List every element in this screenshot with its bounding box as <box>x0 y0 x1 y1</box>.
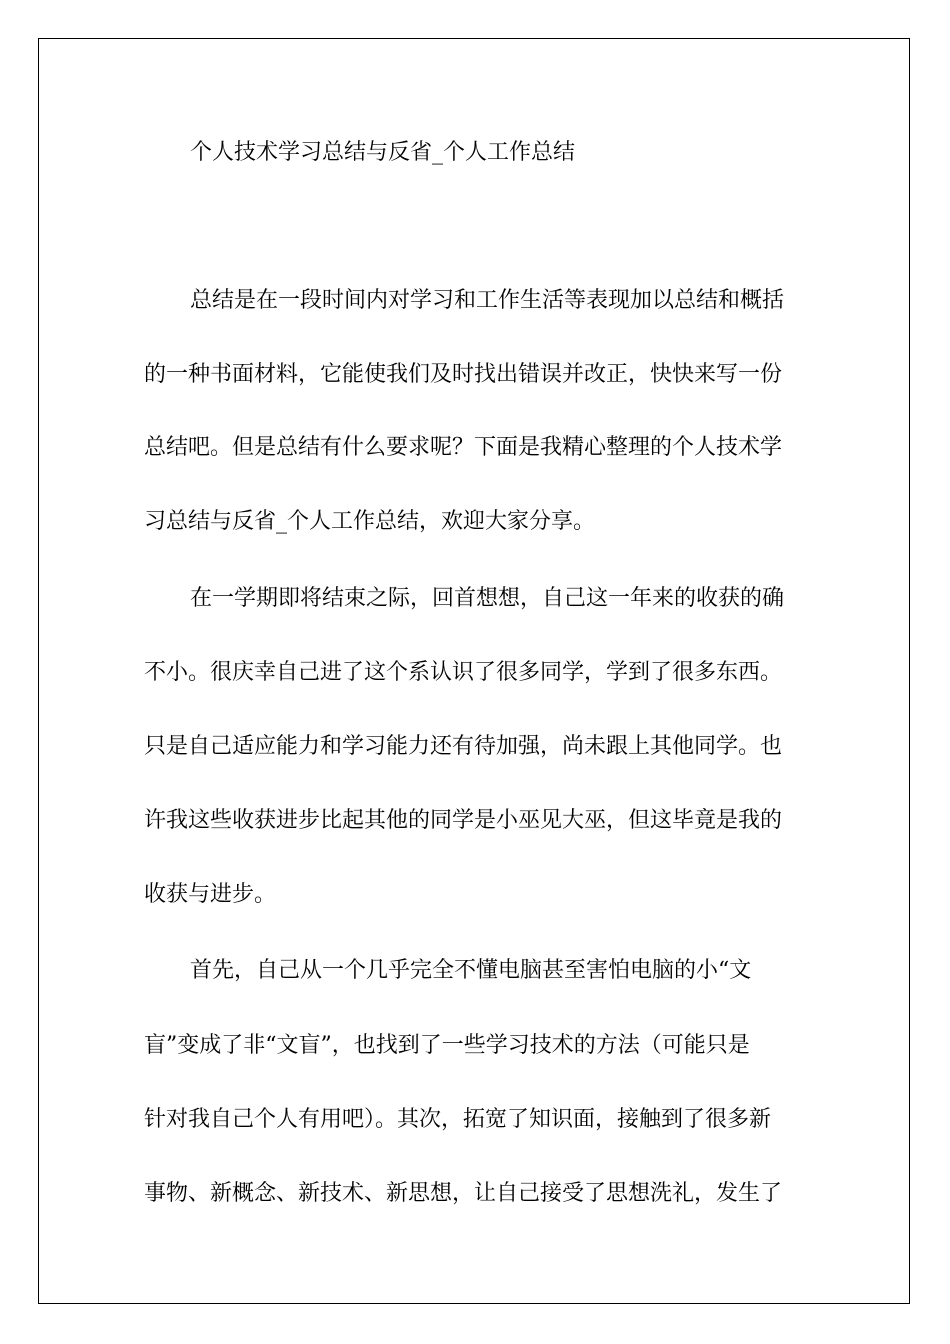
paragraph-3-line-2: 盲”变成了非“文盲”，也找到了一些学习技术的方法（可能只是 <box>144 1033 750 1058</box>
document-title: 个人技术学习总结与反省_个人工作总结 <box>190 140 576 165</box>
paragraph-2-line-2: 不小。很庆幸自己进了这个系认识了很多同学，学到了很多东西。 <box>144 660 783 685</box>
paragraph-2-line-5: 收获与进步。 <box>144 882 277 907</box>
paragraph-2-line-3: 只是自己适应能力和学习能力还有待加强，尚未跟上其他同学。也 <box>144 734 783 759</box>
paragraph-2-line-4: 许我这些收获进步比起其他的同学是小巫见大巫，但这毕竟是我的 <box>144 808 783 833</box>
paragraph-3-line-1: 首先，自己从一个几乎完全不懂电脑甚至害怕电脑的小“文 <box>190 958 752 983</box>
paragraph-1-line-1: 总结是在一段时间内对学习和工作生活等表现加以总结和概括 <box>190 288 785 313</box>
paragraph-1-line-2: 的一种书面材料，它能使我们及时找出错误并改正，快快来写一份 <box>144 362 783 387</box>
paragraph-3-line-4: 事物、新概念、新技术、新思想，让自己接受了思想洗礼，发生了 <box>144 1181 783 1206</box>
paragraph-2-line-1: 在一学期即将结束之际，回首想想，自己这一年来的收获的确 <box>190 586 785 611</box>
paragraph-1-line-4: 习总结与反省_个人工作总结，欢迎大家分享。 <box>144 509 596 534</box>
paragraph-1-line-3: 总结吧。但是总结有什么要求呢？下面是我精心整理的个人技术学 <box>144 435 783 460</box>
paragraph-3-line-3: 针对我自己个人有用吧）。其次，拓宽了知识面，接触到了很多新 <box>144 1107 772 1132</box>
